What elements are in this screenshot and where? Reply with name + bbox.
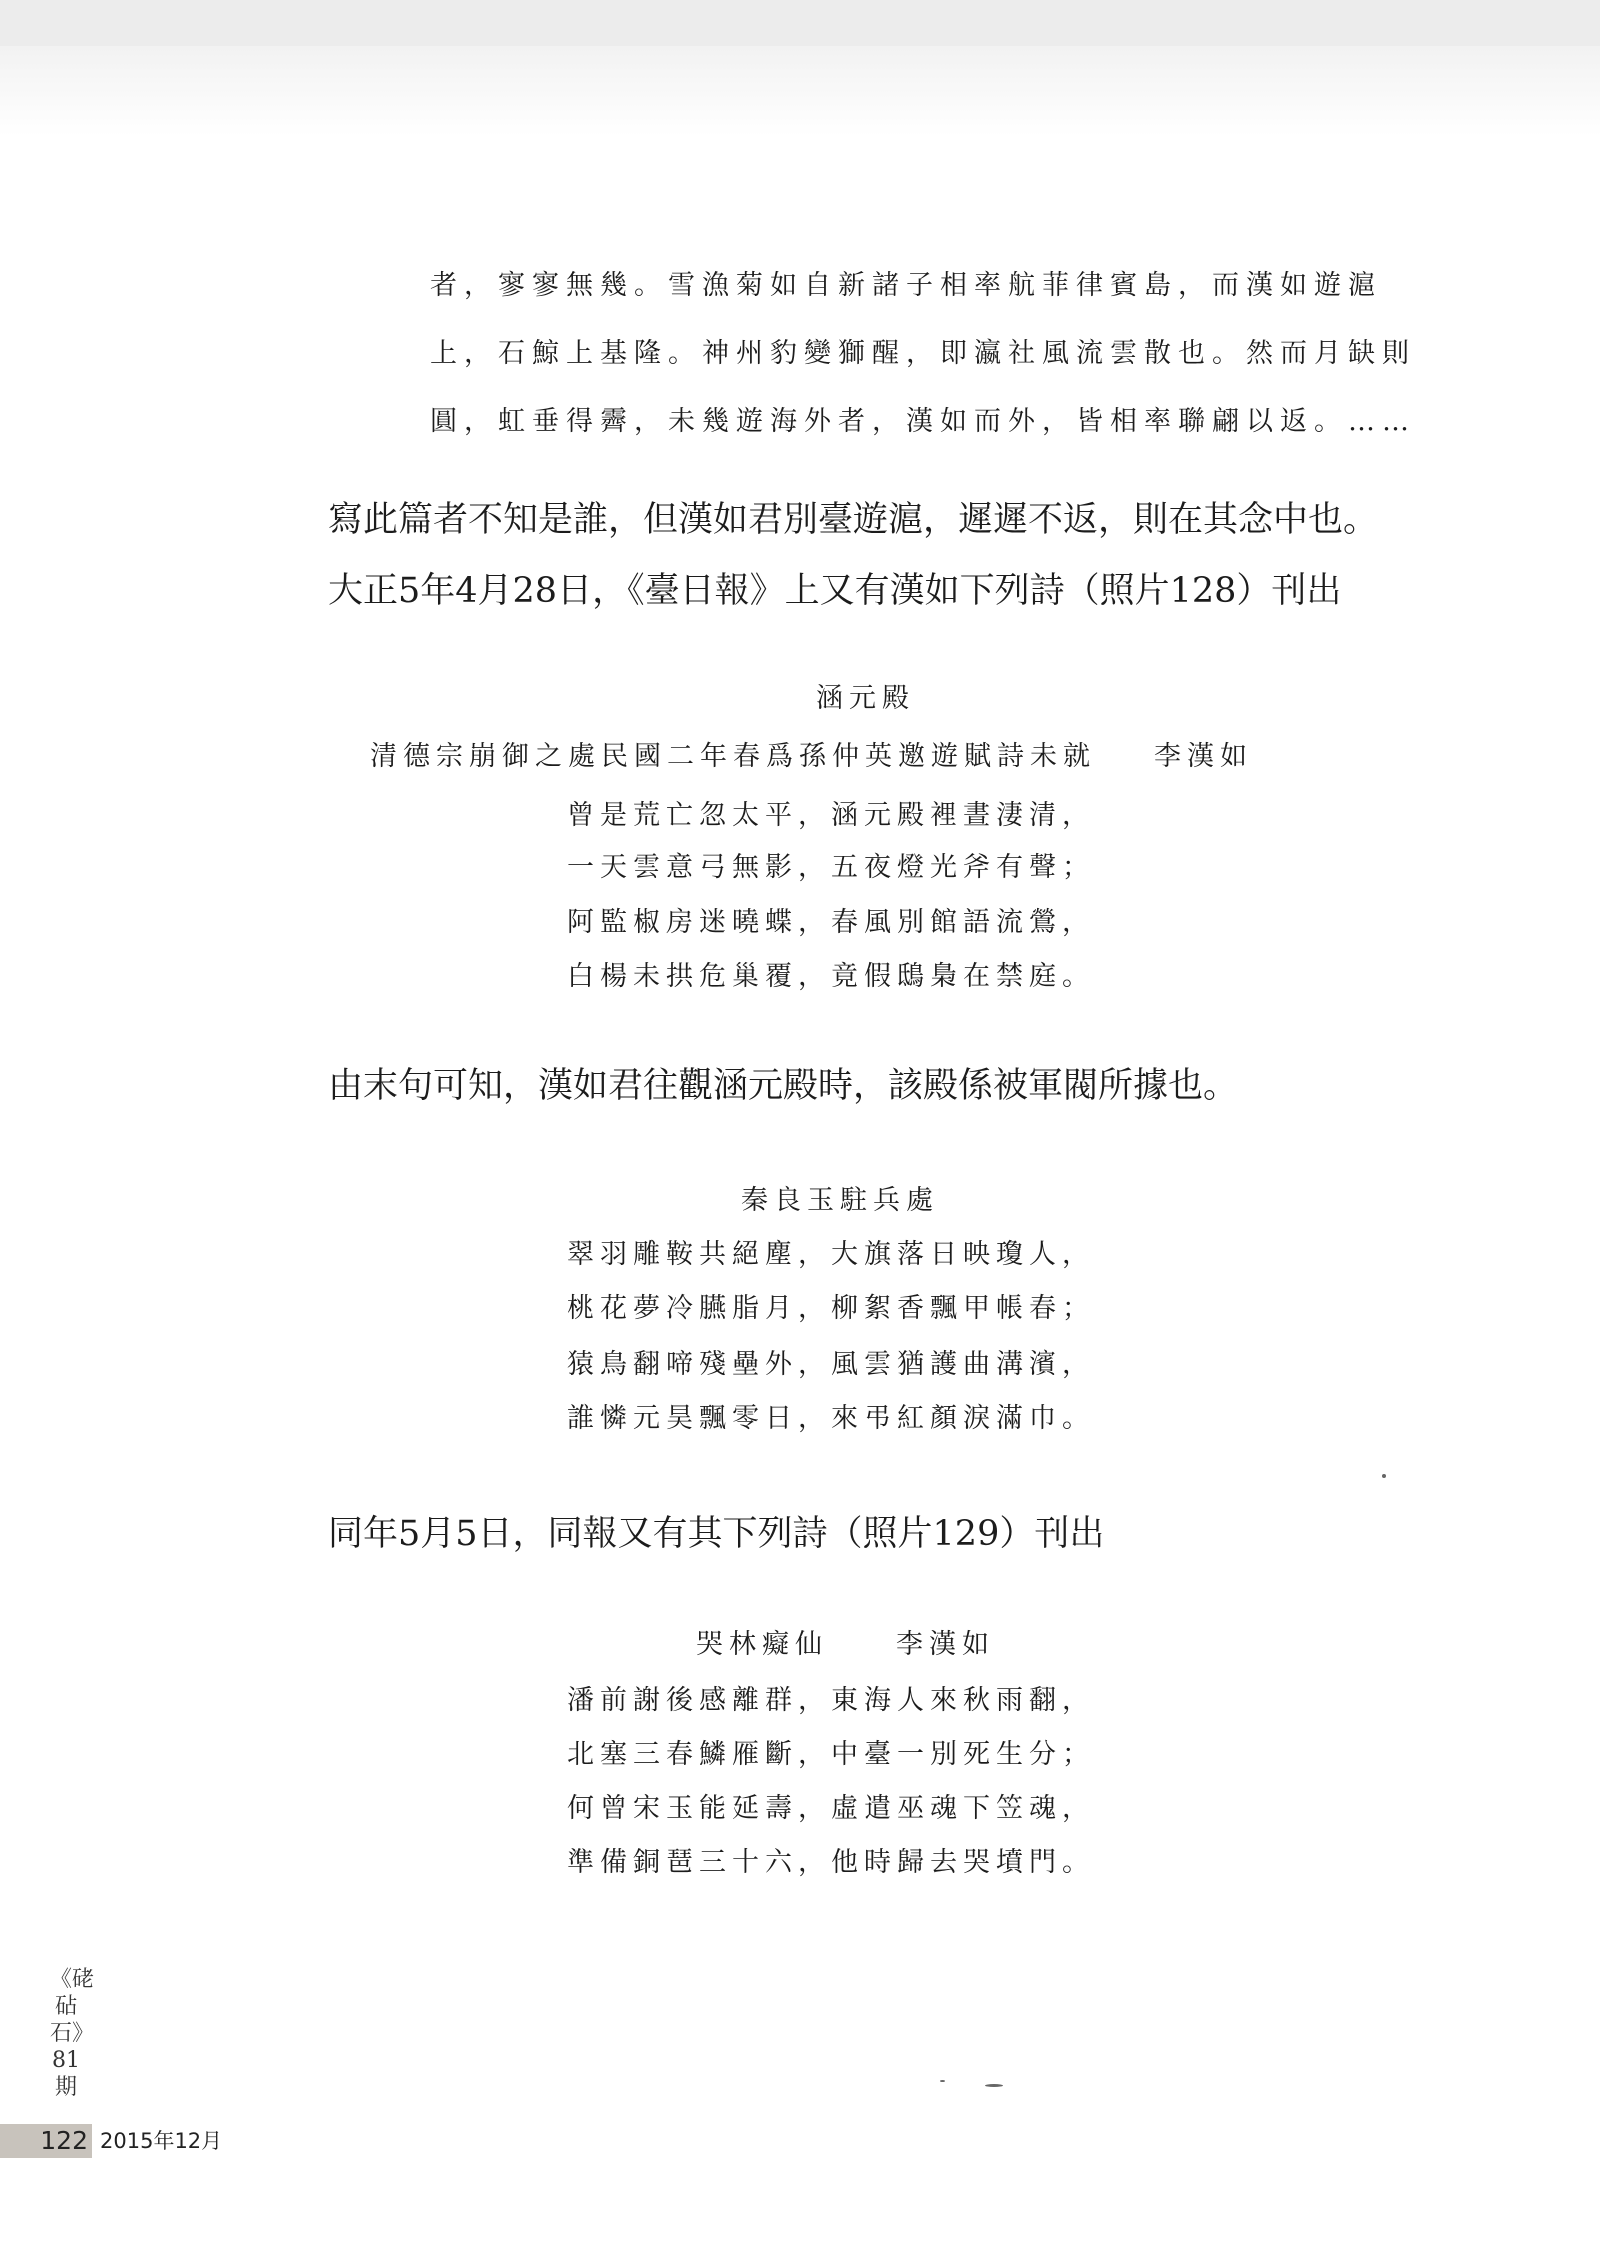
poem-3-line: 準備銅琶三十六，他時歸去哭墳門。 (567, 1847, 1095, 1878)
poem-1-preface: 清德宗崩御之處民國二年春爲孫仲英邀遊賦詩未就 (370, 741, 1096, 772)
poem-3-heading (696, 1622, 995, 1661)
page-footer (0, 2124, 1600, 2160)
poem-1-author: 李漢如 (1154, 741, 1253, 772)
poem-2-title: 秦良玉駐兵處 (741, 1185, 939, 1216)
poem-2-line: 翠羽雕鞍共絕塵，大旗落日映瓊人， (567, 1239, 1095, 1270)
prose-paragraph-1-line-2: 大正5年4月28日，《臺日報》上又有漢如下列詩（照片128）刊出 (328, 571, 1342, 611)
scan-speck (940, 2080, 945, 2082)
poem-1-title: 涵元殿 (816, 683, 915, 714)
quote-line: 圓，虹垂得霽，未幾遊海外者，漢如而外，皆相率聯翩以返。…… (430, 406, 1416, 437)
quoted-passage (430, 252, 1470, 456)
prose-paragraph-3: 同年5月5日，同報又有其下列詩（照片129）刊出 (328, 1514, 1105, 1554)
poem-3-line: 何曾宋玉能延壽，虛遣巫魂下笠魂， (567, 1793, 1095, 1824)
poem-1-line: 白楊未拱危巢覆，竟假鴟梟在禁庭。 (567, 961, 1095, 992)
issue-date: 2015年12月 (100, 2129, 223, 2153)
quote-line: 上，石鯨上基隆。神州豹變獅醒，即瀛社風流雲散也。然而月缺則 (430, 338, 1416, 369)
prose-paragraph-1-line-1: 寫此篇者不知是誰，但漢如君別臺遊滬，遲遲不返，則在其念中也。 (328, 500, 1379, 540)
scan-shadow (0, 46, 1600, 136)
scan-speck (985, 2084, 1003, 2087)
poem-2-line: 誰憐元昊飄零日，來弔紅顏淚滿巾。 (567, 1403, 1095, 1434)
journal-name-vertical: 《硓砧石》81期 (50, 1967, 95, 2100)
poem-3-line: 潘前謝後感離群，東海人來秋雨翻， (567, 1685, 1095, 1716)
poem-3-title: 哭林癡仙 (696, 1629, 828, 1660)
poem-3-line: 北塞三春鱗雁斷，中臺一別死生分； (567, 1739, 1095, 1770)
poem-2-line: 桃花夢冷臙脂月，柳絮香飄甲帳春； (567, 1293, 1095, 1324)
poem-1-subtitle (370, 734, 1253, 773)
scan-top-edge (0, 0, 1600, 46)
poem-3-author: 李漢如 (896, 1629, 995, 1660)
poem-2-line: 猿鳥翻啼殘壘外，風雲猶護曲溝濱， (567, 1349, 1095, 1380)
poem-1-line: 一天雲意弓無影，五夜燈光斧有聲； (567, 852, 1095, 883)
page-number: 122 (0, 2124, 92, 2158)
poem-1-line: 阿監椒房迷曉蝶，春風別館語流鶯， (567, 907, 1095, 938)
quote-line: 者，寥寥無幾。雪漁菊如自新諸子相率航菲律賓島，而漢如遊滬 (430, 270, 1382, 301)
prose-paragraph-2: 由末句可知，漢如君往觀涵元殿時，該殿係被軍閥所據也。 (328, 1066, 1239, 1106)
scan-speck (1382, 1474, 1386, 1478)
poem-1-line: 曾是荒亡忽太平，涵元殿裡晝淒清， (567, 800, 1095, 831)
